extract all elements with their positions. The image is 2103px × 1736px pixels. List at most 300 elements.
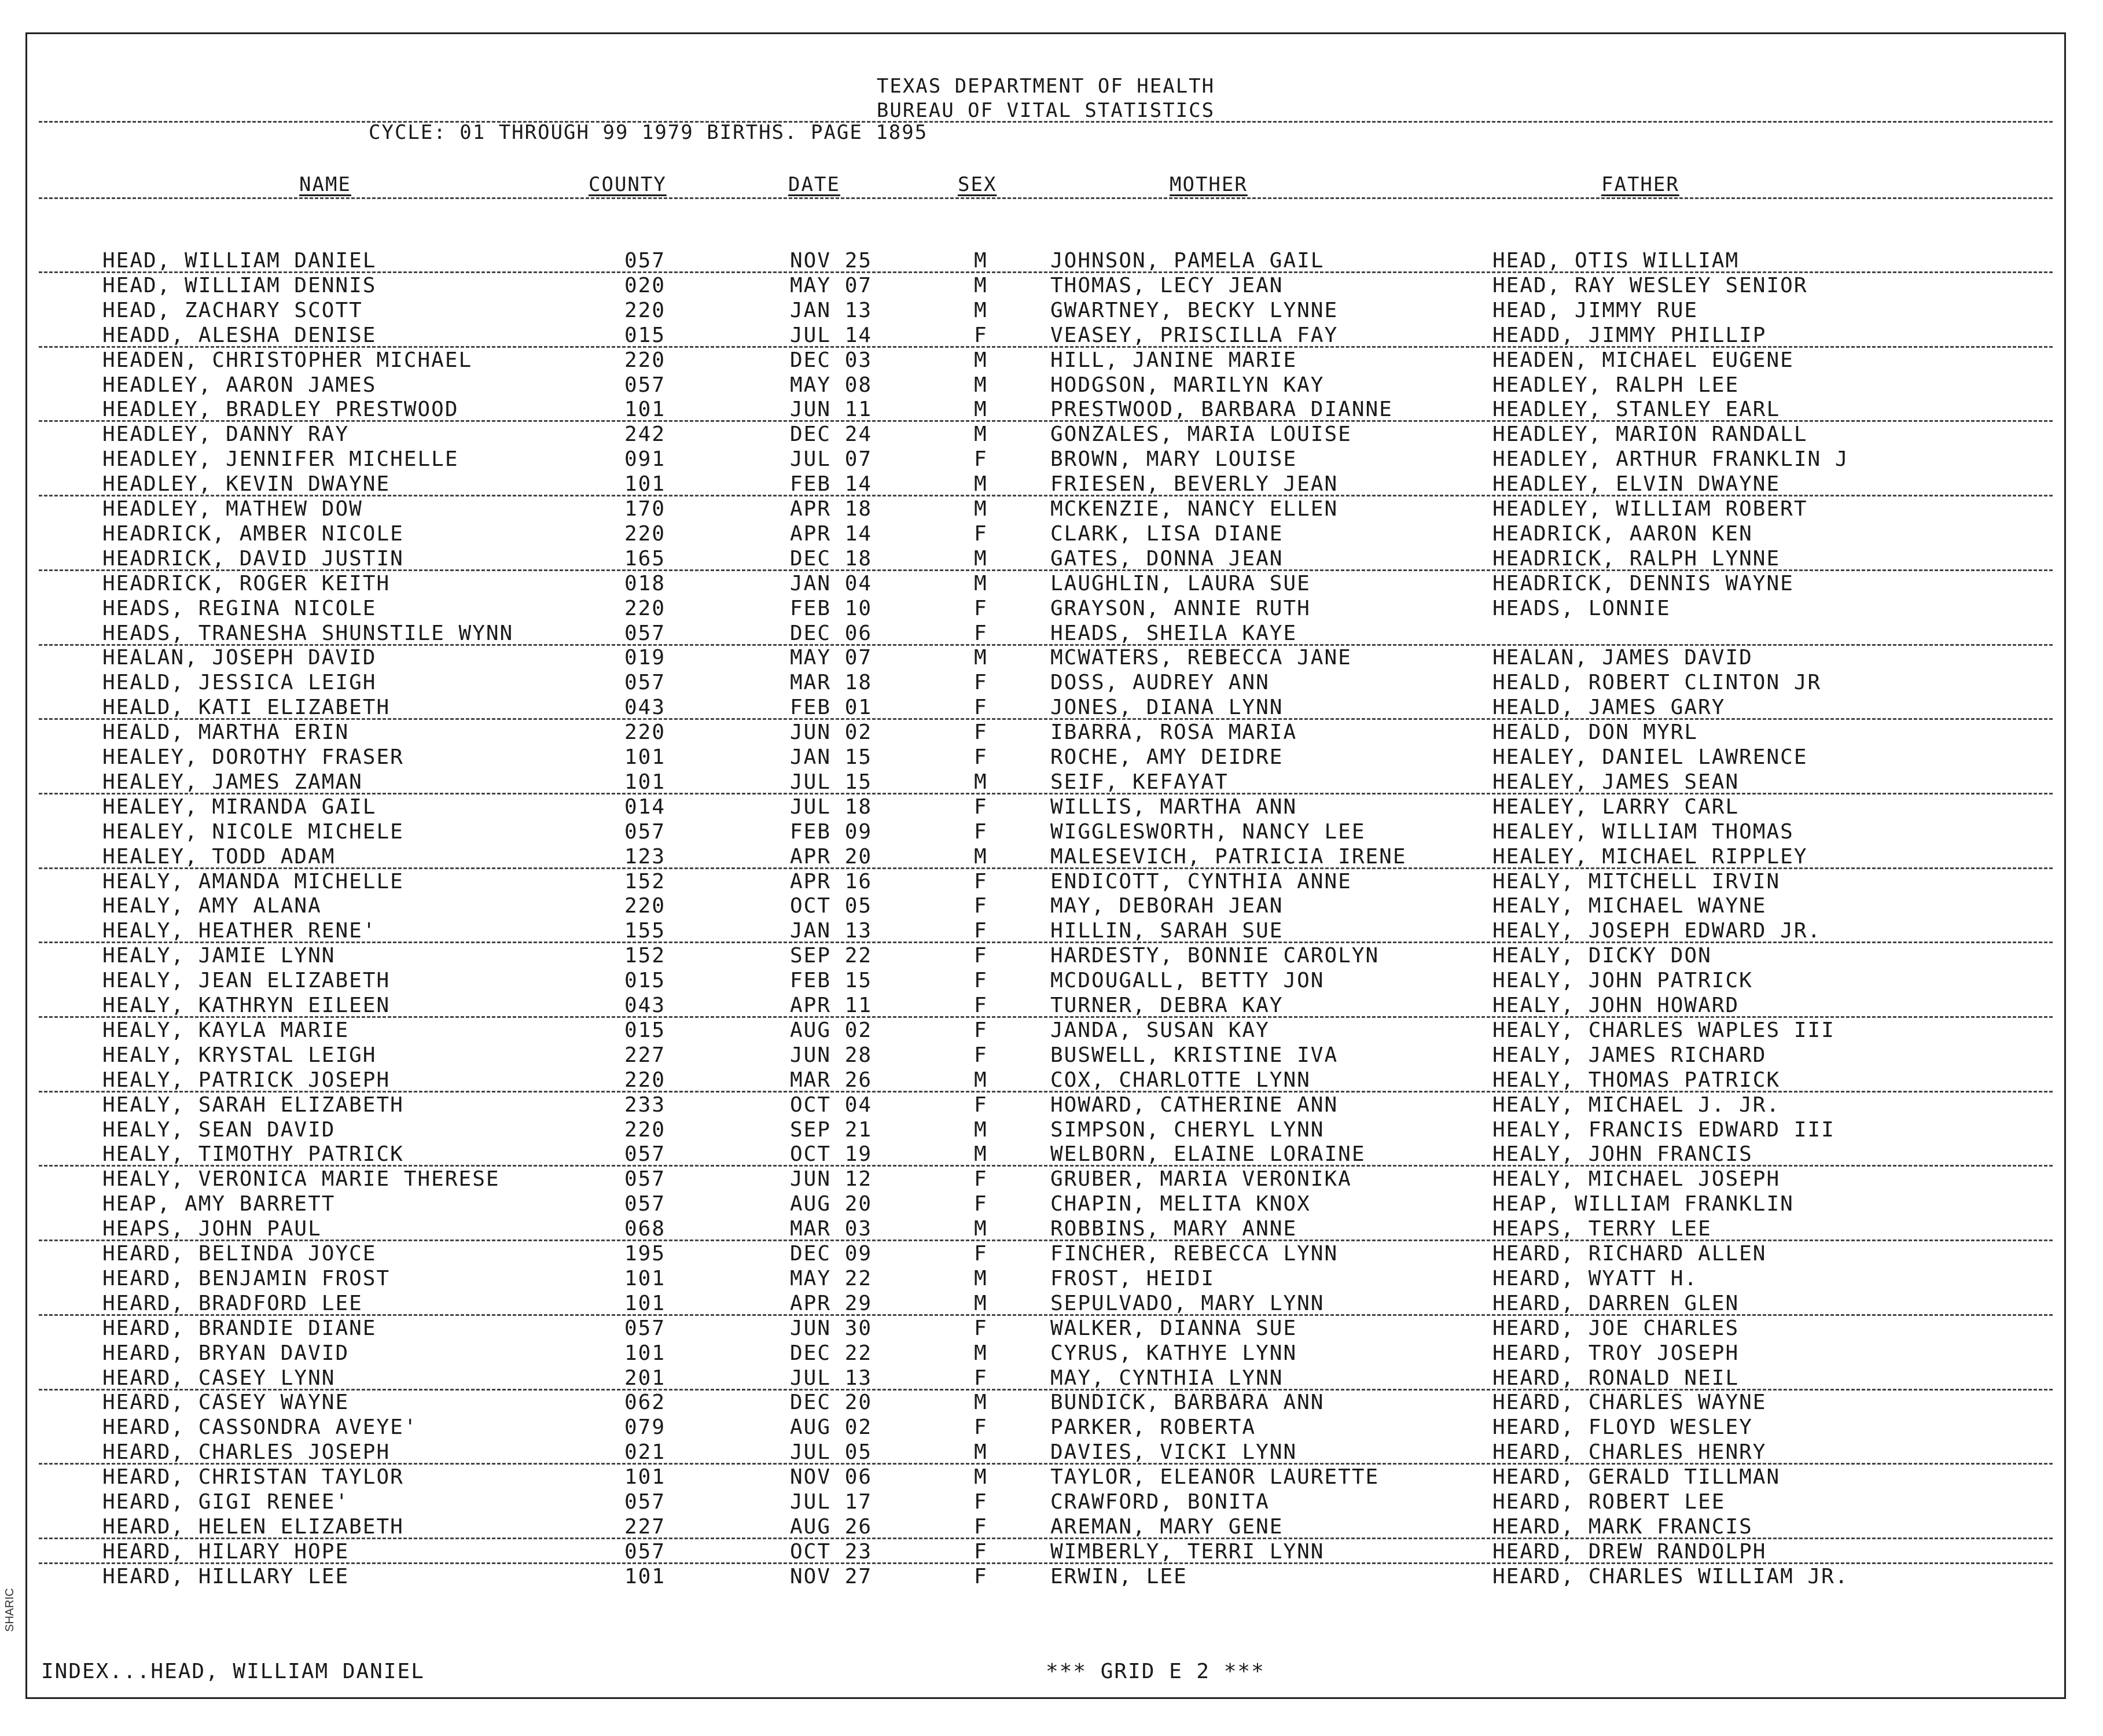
cell-father: HEAD, OTIS WILLIAM (1492, 249, 1740, 273)
cell-name: HEARD, HELEN ELIZABETH (102, 1514, 404, 1539)
cell-county: 057 (624, 671, 666, 695)
cell-date: DEC 20 (790, 1391, 873, 1415)
table-row (27, 1142, 2064, 1167)
cell-name: HEARD, CASEY WAYNE (102, 1391, 350, 1415)
cell-father: HEALY, JOHN PATRICK (1492, 969, 1753, 993)
cell-mother: COX, CHARLOTTE LYNN (1050, 1068, 1311, 1092)
cell-date: JUN 02 (790, 720, 873, 745)
cell-mother: LAUGHLIN, LAURA SUE (1050, 571, 1311, 595)
cell-name: HEADRICK, ROGER KEITH (102, 571, 391, 595)
cell-father: HEALD, JAMES GARY (1492, 696, 1726, 720)
cell-county: 227 (624, 1514, 666, 1539)
cell-mother: BUSWELL, KRISTINE IVA (1050, 1043, 1339, 1067)
header-title: TEXAS DEPARTMENT OF HEALTH (876, 75, 1215, 98)
cell-father: HEADLEY, MARION RANDALL (1492, 422, 1808, 447)
table-row (27, 943, 2064, 968)
cell-county: 123 (624, 844, 666, 869)
cell-county: 014 (624, 795, 666, 819)
cell-name: HEALD, MARTHA ERIN (102, 720, 350, 745)
cell-name: HEARD, CHRISTAN TAYLOR (102, 1465, 404, 1489)
cell-county: 170 (624, 497, 666, 521)
cell-sex: M (974, 844, 988, 869)
table-row (27, 918, 2064, 943)
cell-name: HEADEN, CHRISTOPHER MICHAEL (102, 348, 473, 372)
cell-name: HEALY, TIMOTHY PATRICK (102, 1142, 404, 1167)
table-row (27, 472, 2064, 496)
cell-father: HEADLEY, ELVIN DWAYNE (1492, 472, 1781, 496)
cell-sex: F (974, 1093, 988, 1117)
table-row (27, 621, 2064, 646)
cell-sex: F (974, 621, 988, 645)
cell-date: JUL 05 (790, 1440, 873, 1465)
cell-name: HEARD, GIGI RENEE' (102, 1490, 350, 1514)
cell-father: HEADRICK, RALPH LYNNE (1492, 546, 1781, 571)
cell-mother: THOMAS, LECY JEAN (1050, 273, 1284, 297)
cell-father: HEARD, RICHARD ALLEN (1492, 1242, 1767, 1266)
cell-date: DEC 09 (790, 1242, 873, 1266)
cell-sex: F (974, 1192, 988, 1216)
table-row (27, 1068, 2064, 1093)
cell-date: JUL 07 (790, 447, 873, 472)
cell-father: HEARD, CHARLES WAYNE (1492, 1391, 1767, 1415)
cell-date: MAR 26 (790, 1068, 873, 1092)
cell-name: HEARD, BENJAMIN FROST (102, 1266, 391, 1290)
cell-date: MAY 08 (790, 373, 873, 397)
cell-mother: TURNER, DEBRA KAY (1050, 994, 1284, 1017)
cell-sex: F (974, 596, 988, 620)
cell-county: 220 (624, 596, 666, 620)
cell-father: HEARD, JOE CHARLES (1492, 1316, 1740, 1340)
cell-mother: GATES, DONNA JEAN (1050, 546, 1284, 571)
cell-mother: FROST, HEIDI (1050, 1266, 1215, 1290)
cell-father: HEADEN, MICHAEL EUGENE (1492, 348, 1794, 372)
cell-sex: M (974, 472, 988, 496)
cell-mother: MCDOUGALL, BETTY JON (1050, 969, 1325, 993)
table-row (27, 993, 2064, 1018)
table-row (27, 1043, 2064, 1068)
column-header-father: FATHER (1601, 173, 1679, 196)
cell-county: 227 (624, 1043, 666, 1067)
cell-name: HEAD, WILLIAM DANIEL (102, 249, 377, 273)
cell-mother: HOWARD, CATHERINE ANN (1050, 1093, 1339, 1117)
cell-mother: ENDICOTT, CYNTHIA ANNE (1050, 869, 1352, 893)
cell-date: JAN 15 (790, 745, 873, 769)
cell-county: 057 (624, 1316, 666, 1340)
cell-sex: F (974, 1018, 988, 1042)
cell-mother: MAY, DEBORAH JEAN (1050, 894, 1284, 918)
cell-date: DEC 06 (790, 621, 873, 645)
cell-date: APR 20 (790, 844, 873, 869)
cell-father: HEALY, MICHAEL JOSEPH (1492, 1167, 1781, 1191)
cell-father: HEALEY, MICHAEL RIPPLEY (1492, 844, 1808, 869)
cell-sex: M (974, 1068, 988, 1092)
cell-father: HEALY, JOSEPH EDWARD JR. (1492, 919, 1822, 943)
cell-sex: M (974, 1217, 988, 1241)
cell-name: HEARD, CASEY LYNN (102, 1366, 336, 1390)
cell-sex: F (974, 720, 988, 745)
cell-sex: F (974, 1167, 988, 1191)
cell-mother: WELBORN, ELAINE LORAINE (1050, 1142, 1366, 1167)
cell-date: MAR 03 (790, 1217, 873, 1241)
cell-sex: F (974, 671, 988, 695)
cell-mother: MAY, CYNTHIA LYNN (1050, 1366, 1284, 1390)
cell-sex: M (974, 546, 988, 571)
table-row (27, 1539, 2064, 1564)
cell-mother: PARKER, ROBERTA (1050, 1415, 1256, 1440)
cell-name: HEADS, REGINA NICOLE (102, 596, 377, 620)
table-row (27, 869, 2064, 894)
cell-sex: F (974, 1043, 988, 1067)
cell-mother: MCWATERS, REBECCA JANE (1050, 646, 1352, 670)
cell-father: HEALD, ROBERT CLINTON JR (1492, 671, 1822, 695)
cell-father: HEAPS, TERRY LEE (1492, 1217, 1712, 1241)
cell-county: 015 (624, 969, 666, 993)
cell-mother: BROWN, MARY LOUISE (1050, 447, 1297, 472)
table-row (27, 521, 2064, 546)
cell-county: 195 (624, 1242, 666, 1266)
cell-sex: M (974, 398, 988, 422)
cell-date: AUG 26 (790, 1514, 873, 1539)
cell-name: HEALY, HEATHER RENE' (102, 919, 377, 943)
cell-mother: SEPULVADO, MARY LYNN (1050, 1291, 1325, 1315)
cell-sex: M (974, 273, 988, 297)
cell-mother: JANDA, SUSAN KAY (1050, 1018, 1270, 1042)
table-row (27, 596, 2064, 621)
cell-mother: CLARK, LISA DIANE (1050, 521, 1284, 546)
cell-mother: WIGGLESWORTH, NANCY LEE (1050, 819, 1366, 844)
cycle-line: CYCLE: 01 THROUGH 99 1979 BIRTHS. PAGE 1895 (369, 121, 928, 144)
cell-name: HEADRICK, DAVID JUSTIN (102, 546, 404, 571)
cell-county: 220 (624, 1117, 666, 1142)
cell-date: APR 16 (790, 869, 873, 893)
side-label: SHARIC (3, 1588, 16, 1632)
cell-name: HEADLEY, BRADLEY PRESTWOOD (102, 398, 459, 422)
table-row (27, 373, 2064, 398)
header-subtitle: BUREAU OF VITAL STATISTICS (876, 99, 1215, 122)
cell-sex: F (974, 1242, 988, 1266)
cell-date: OCT 19 (790, 1142, 873, 1167)
cell-county: 101 (624, 1465, 666, 1489)
cell-name: HEALY, JEAN ELIZABETH (102, 969, 391, 993)
cell-father: HEADLEY, RALPH LEE (1492, 373, 1740, 397)
cell-mother: GWARTNEY, BECKY LYNNE (1050, 298, 1339, 322)
cell-sex: F (974, 894, 988, 918)
cell-sex: M (974, 249, 988, 273)
table-row (27, 496, 2064, 521)
cell-date: SEP 22 (790, 944, 873, 968)
cell-sex: F (974, 1490, 988, 1514)
cell-father: HEADRICK, DENNIS WAYNE (1492, 571, 1794, 595)
cell-date: JUL 14 (790, 323, 873, 347)
document-frame (25, 32, 2066, 1699)
cell-county: 242 (624, 422, 666, 447)
cell-county: 079 (624, 1415, 666, 1440)
cell-county: 057 (624, 621, 666, 645)
cell-date: OCT 23 (790, 1539, 873, 1564)
cell-date: APR 18 (790, 497, 873, 521)
cell-sex: M (974, 571, 988, 595)
table-row (27, 348, 2064, 373)
cell-name: HEARD, HILLARY LEE (102, 1564, 350, 1588)
cell-mother: AREMAN, MARY GENE (1050, 1514, 1284, 1539)
table-row (27, 571, 2064, 596)
table-row (27, 447, 2064, 472)
cell-mother: GRUBER, MARIA VERONIKA (1050, 1167, 1352, 1191)
cell-name: HEADRICK, AMBER NICOLE (102, 521, 404, 546)
grid-footer: *** GRID E 2 *** (1046, 1660, 1265, 1683)
table-row (27, 1440, 2064, 1465)
cell-father: HEARD, DREW RANDOLPH (1492, 1539, 1767, 1564)
cell-name: HEADLEY, KEVIN DWAYNE (102, 472, 391, 496)
cell-father: HEALY, JOHN HOWARD (1492, 994, 1740, 1017)
cell-name: HEARD, BELINDA JOYCE (102, 1242, 377, 1266)
cell-father: HEADS, LONNIE (1492, 596, 1671, 620)
cell-sex: F (974, 919, 988, 943)
cell-father: HEARD, DARREN GLEN (1492, 1291, 1740, 1315)
cell-date: JAN 13 (790, 919, 873, 943)
cell-mother: HILLIN, SARAH SUE (1050, 919, 1284, 943)
cell-name: HEALY, SEAN DAVID (102, 1117, 336, 1142)
cell-county: 057 (624, 249, 666, 273)
cell-date: APR 11 (790, 994, 873, 1017)
cell-mother: HODGSON, MARILYN KAY (1050, 373, 1325, 397)
cell-name: HEALEY, JAMES ZAMAN (102, 770, 363, 794)
cell-sex: F (974, 1564, 988, 1588)
cell-county: 220 (624, 521, 666, 546)
cell-name: HEARD, BRANDIE DIANE (102, 1316, 377, 1340)
cell-name: HEALD, JESSICA LEIGH (102, 671, 377, 695)
table-row (27, 745, 2064, 770)
cell-county: 165 (624, 546, 666, 571)
cell-mother: CRAWFORD, BONITA (1050, 1490, 1270, 1514)
cell-mother: PRESTWOOD, BARBARA DIANNE (1050, 398, 1393, 422)
cell-county: 015 (624, 1018, 666, 1042)
cell-name: HEALD, KATI ELIZABETH (102, 696, 391, 720)
table-row (27, 795, 2064, 819)
cell-father: HEARD, GERALD TILLMAN (1492, 1465, 1781, 1489)
cell-name: HEADD, ALESHA DENISE (102, 323, 377, 347)
cell-county: 101 (624, 398, 666, 422)
table-row (27, 1390, 2064, 1415)
cell-father: HEARD, ROBERT LEE (1492, 1490, 1726, 1514)
cell-date: FEB 10 (790, 596, 873, 620)
cell-sex: M (974, 1341, 988, 1365)
cell-sex: M (974, 373, 988, 397)
cell-sex: F (974, 447, 988, 472)
cell-date: APR 29 (790, 1291, 873, 1315)
cell-sex: M (974, 422, 988, 447)
cell-county: 101 (624, 1291, 666, 1315)
cell-county: 101 (624, 1266, 666, 1290)
cell-county: 057 (624, 1192, 666, 1216)
table-row (27, 422, 2064, 447)
cell-mother: SIMPSON, CHERYL LYNN (1050, 1117, 1325, 1142)
cell-county: 091 (624, 447, 666, 472)
cell-mother: VEASEY, PRISCILLA FAY (1050, 323, 1339, 347)
cell-county: 101 (624, 1564, 666, 1588)
cell-mother: WALKER, DIANNA SUE (1050, 1316, 1297, 1340)
cell-county: 062 (624, 1391, 666, 1415)
cell-date: MAY 07 (790, 273, 873, 297)
cell-county: 201 (624, 1366, 666, 1390)
cell-county: 057 (624, 1490, 666, 1514)
cell-mother: HEADS, SHEILA KAYE (1050, 621, 1297, 645)
cell-sex: F (974, 969, 988, 993)
cell-county: 043 (624, 696, 666, 720)
cell-date: MAY 07 (790, 646, 873, 670)
cell-father: HEALEY, LARRY CARL (1492, 795, 1740, 819)
cell-date: AUG 02 (790, 1415, 873, 1440)
column-header-sex: SEX (958, 173, 997, 196)
cell-county: 101 (624, 745, 666, 769)
cell-father: HEALY, THOMAS PATRICK (1492, 1068, 1781, 1092)
cell-date: AUG 02 (790, 1018, 873, 1042)
cell-mother: SEIF, KEFAYAT (1050, 770, 1229, 794)
table-row (27, 1366, 2064, 1391)
cell-date: DEC 03 (790, 348, 873, 372)
table-row (27, 1341, 2064, 1366)
table-row (27, 720, 2064, 745)
table-row (27, 298, 2064, 323)
cell-sex: F (974, 1539, 988, 1564)
cell-father: HEALEY, WILLIAM THOMAS (1492, 819, 1794, 844)
cell-mother: MALESEVICH, PATRICIA IRENE (1050, 844, 1407, 869)
table-row (27, 1489, 2064, 1514)
cell-date: DEC 24 (790, 422, 873, 447)
column-header-name: NAME (299, 173, 351, 196)
cell-father: HEARD, FLOYD WESLEY (1492, 1415, 1753, 1440)
cell-name: HEAD, WILLIAM DENNIS (102, 273, 377, 297)
cell-mother: FINCHER, REBECCA LYNN (1050, 1242, 1339, 1266)
table-row (27, 1018, 2064, 1043)
cell-county: 220 (624, 348, 666, 372)
cell-father: HEADLEY, STANLEY EARL (1492, 398, 1781, 422)
cell-name: HEADS, TRANESHA SHUNSTILE WYNN (102, 621, 514, 645)
cell-sex: F (974, 819, 988, 844)
table-row (27, 273, 2064, 298)
cell-father: HEALY, MITCHELL IRVIN (1492, 869, 1781, 893)
cell-sex: M (974, 1440, 988, 1465)
table-row (27, 645, 2064, 670)
cell-date: NOV 25 (790, 249, 873, 273)
cell-county: 020 (624, 273, 666, 297)
cell-mother: JONES, DIANA LYNN (1050, 696, 1284, 720)
table-row (27, 1266, 2064, 1291)
cell-father: HEADD, JIMMY PHILLIP (1492, 323, 1767, 347)
cell-name: HEAPS, JOHN PAUL (102, 1217, 322, 1241)
cell-name: HEARD, BRADFORD LEE (102, 1291, 363, 1315)
cell-father: HEARD, TROY JOSEPH (1492, 1341, 1740, 1365)
table-row (27, 1415, 2064, 1440)
cell-date: OCT 05 (790, 894, 873, 918)
cell-father: HEARD, CHARLES HENRY (1492, 1440, 1767, 1465)
cell-sex: M (974, 646, 988, 670)
cell-county: 018 (624, 571, 666, 595)
cell-sex: M (974, 1142, 988, 1167)
cell-county: 101 (624, 770, 666, 794)
cell-date: APR 14 (790, 521, 873, 546)
cell-county: 101 (624, 1341, 666, 1365)
cell-date: MAY 22 (790, 1266, 873, 1290)
table-row (27, 1564, 2064, 1589)
cell-father: HEALY, JOHN FRANCIS (1492, 1142, 1753, 1167)
table-row (27, 397, 2064, 422)
cell-date: JUL 17 (790, 1490, 873, 1514)
cell-county: 057 (624, 1167, 666, 1191)
cell-father: HEALY, MICHAEL WAYNE (1492, 894, 1767, 918)
cell-mother: DAVIES, VICKI LYNN (1050, 1440, 1297, 1465)
cell-mother: TAYLOR, ELEANOR LAURETTE (1050, 1465, 1380, 1489)
cell-name: HEAP, AMY BARRETT (102, 1192, 336, 1216)
cell-mother: IBARRA, ROSA MARIA (1050, 720, 1297, 745)
cell-county: 101 (624, 472, 666, 496)
cell-name: HEALEY, DOROTHY FRASER (102, 745, 404, 769)
table-row (27, 844, 2064, 869)
table-row (27, 1465, 2064, 1489)
cell-sex: M (974, 348, 988, 372)
cell-sex: F (974, 745, 988, 769)
cell-mother: HARDESTY, BONNIE CAROLYN (1050, 944, 1380, 968)
cell-county: 220 (624, 894, 666, 918)
cell-name: HEALY, AMANDA MICHELLE (102, 869, 404, 893)
cell-date: JUL 15 (790, 770, 873, 794)
table-row (27, 1316, 2064, 1341)
table-row (27, 1241, 2064, 1266)
cell-date: NOV 06 (790, 1465, 873, 1489)
cell-sex: F (974, 1514, 988, 1539)
cell-name: HEALEY, MIRANDA GAIL (102, 795, 377, 819)
cell-sex: M (974, 770, 988, 794)
cell-father: HEARD, WYATT H. (1492, 1266, 1698, 1290)
cell-date: MAR 18 (790, 671, 873, 695)
cell-father: HEARD, MARK FRANCIS (1492, 1514, 1753, 1539)
cell-county: 233 (624, 1093, 666, 1117)
cell-county: 057 (624, 819, 666, 844)
cell-sex: M (974, 1266, 988, 1290)
cell-sex: F (974, 323, 988, 347)
table-row (27, 670, 2064, 695)
cell-name: HEADLEY, MATHEW DOW (102, 497, 363, 521)
cell-sex: M (974, 1391, 988, 1415)
cell-sex: M (974, 1117, 988, 1142)
cell-date: JUN 12 (790, 1167, 873, 1191)
cell-county: 015 (624, 323, 666, 347)
cell-sex: F (974, 696, 988, 720)
table-row (27, 1167, 2064, 1191)
cell-name: HEARD, CASSONDRA AVEYE' (102, 1415, 418, 1440)
cell-county: 220 (624, 298, 666, 322)
cell-name: HEALAN, JOSEPH DAVID (102, 646, 377, 670)
table-row (27, 968, 2064, 993)
cell-sex: F (974, 521, 988, 546)
cell-date: SEP 21 (790, 1117, 873, 1142)
cell-name: HEADLEY, JENNIFER MICHELLE (102, 447, 459, 472)
cell-father: HEALY, DICKY DON (1492, 944, 1712, 968)
cell-mother: FRIESEN, BEVERLY JEAN (1050, 472, 1339, 496)
cell-father: HEALY, MICHAEL J. JR. (1492, 1093, 1781, 1117)
cell-date: JAN 04 (790, 571, 873, 595)
cell-name: HEARD, CHARLES JOSEPH (102, 1440, 391, 1465)
cell-father: HEALAN, JAMES DAVID (1492, 646, 1753, 670)
cell-mother: GRAYSON, ANNIE RUTH (1050, 596, 1311, 620)
cell-sex: F (974, 994, 988, 1017)
cell-sex: F (974, 1366, 988, 1390)
cell-name: HEALY, JAMIE LYNN (102, 944, 336, 968)
table-row (27, 1291, 2064, 1316)
cell-name: HEALY, KAYLA MARIE (102, 1018, 350, 1042)
cell-mother: DOSS, AUDREY ANN (1050, 671, 1270, 695)
cell-name: HEAD, ZACHARY SCOTT (102, 298, 363, 322)
